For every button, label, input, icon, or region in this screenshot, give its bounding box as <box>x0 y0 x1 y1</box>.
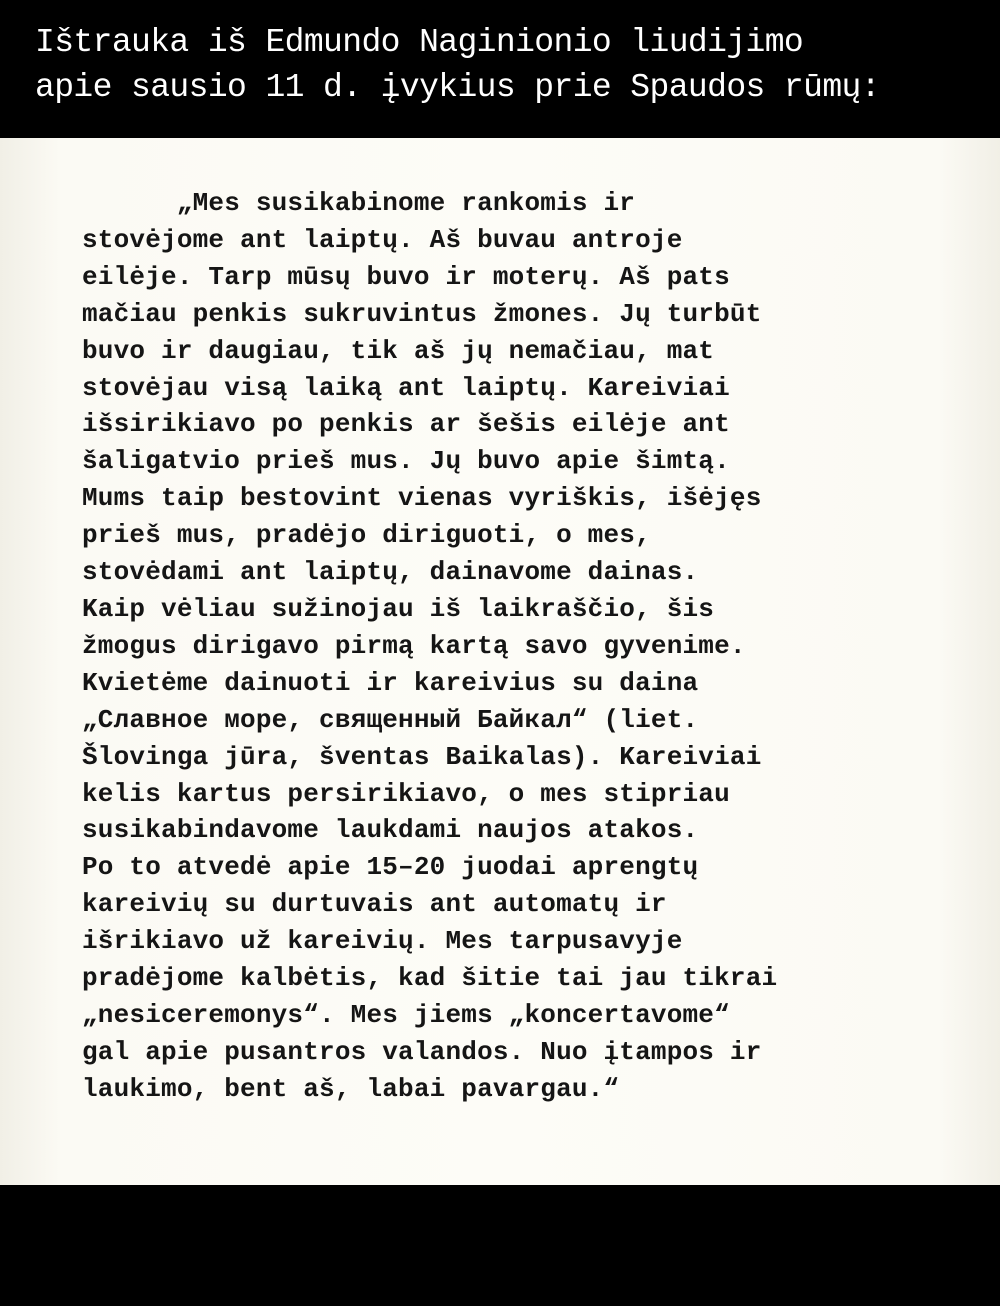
quote-line: Kaip vėliau sužinojau iš laikraščio, šis <box>82 593 715 624</box>
quote-line: eilėje. Tarp mūsų buvo ir moterų. Aš pats <box>82 261 730 292</box>
quote-line: „Славное море, священный Байкал“ (liet. <box>82 704 699 735</box>
quote-line: išrikiavo už kareivių. Mes tarpusavyje <box>82 926 683 957</box>
quote-line: susikabindavome laukdami naujos atakos. <box>82 815 699 846</box>
header-title-line-2: apie sausio 11 d. įvykius prie Spaudos rūmų: <box>35 69 880 106</box>
header-title-line-1: Ištrauka iš Edmundo Naginionio liudijimo <box>35 24 804 61</box>
footer-band <box>0 1185 1000 1306</box>
quote-line: mačiau penkis sukruvintus žmones. Jų turbūt <box>82 298 762 329</box>
quote-line: kareivių su durtuvais ant automatų ir <box>82 889 667 920</box>
quote-line: „nesiceremonys“. Mes jiems „koncertavome“ <box>82 999 730 1030</box>
quote-line: Po to atvedė apie 15–20 juodai aprengtų <box>82 852 699 883</box>
header-banner <box>0 0 1000 138</box>
quote-line: prieš mus, pradėjo diriguoti, o mes, <box>82 520 651 551</box>
quote-line: buvo ir daugiau, tik aš jų nemačiau, mat <box>82 335 715 366</box>
quote-line: kelis kartus persirikiavo, o mes stipriau <box>82 778 730 809</box>
quote-line: stovėjau visą laiką ant laiptų. Kareiviai <box>82 372 730 403</box>
quote-line: žmogus dirigavo pirmą kartą savo gyvenime. <box>82 630 746 661</box>
quote-line: šaligatvio prieš mus. Jų buvo apie šimtą. <box>82 446 730 477</box>
quote-line: laukimo, bent aš, labai pavargau.“ <box>82 1073 620 1104</box>
quote-line: Kvietėme dainuoti ir kareivius su daina <box>82 667 699 698</box>
quote-line: stovėdami ant laiptų, dainavome dainas. <box>82 557 699 588</box>
quote-line: stovėjome ant laiptų. Aš buvau antroje <box>82 224 683 255</box>
quote-line: Mums taip bestovint vienas vyriškis, išėjęs <box>82 483 762 514</box>
quote-line: „Mes susikabinome rankomis ir <box>82 188 636 218</box>
quote-line: gal apie pusantros valandos. Nuo įtampos ir <box>82 1036 762 1067</box>
quote-line: pradėjome kalbėtis, kad šitie tai jau tikrai <box>82 963 778 994</box>
testimony-quote <box>82 185 962 1108</box>
quote-line: Šlovinga jūra, šventas Baikalas). Kareiviai <box>82 741 762 772</box>
quote-line: išsirikiavo po penkis ar šešis eilėje ant <box>82 409 730 440</box>
